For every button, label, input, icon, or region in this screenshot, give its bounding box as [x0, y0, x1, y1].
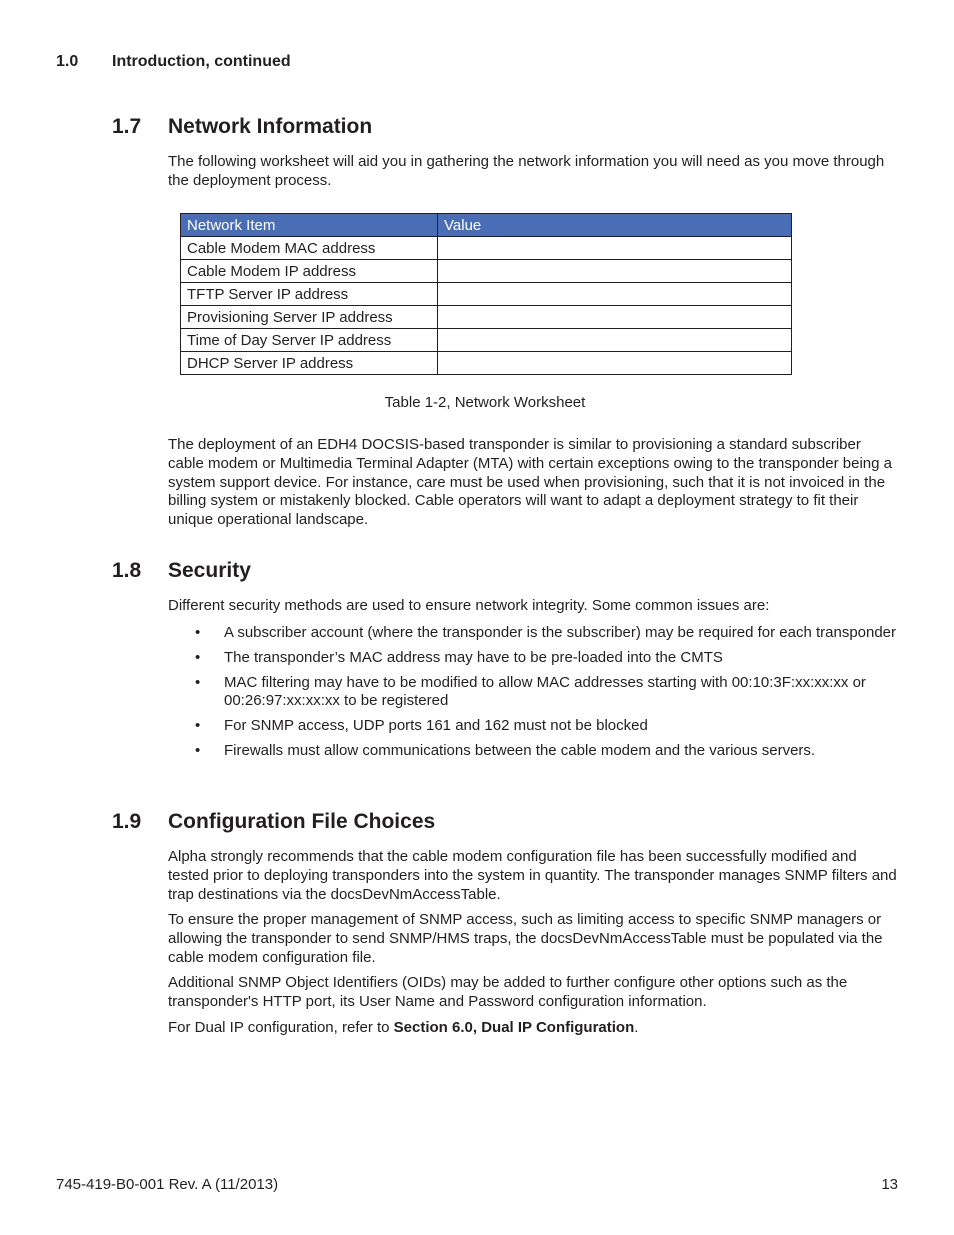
- running-head-title: Introduction, continued: [112, 53, 291, 70]
- section-number: 1.7: [112, 115, 142, 138]
- table-cell-item: DHCP Server IP address: [181, 352, 438, 375]
- dual-ip-section-reference: Section 6.0, Dual IP Configuration: [393, 1019, 635, 1036]
- list-item-text: For SNMP access, UDP ports 161 and 162 must not be blocked: [224, 717, 648, 735]
- bullet-icon: •: [195, 624, 201, 641]
- network-worksheet-table: [180, 213, 792, 375]
- list-item-text: The transponder’s MAC address may have to be pre-loaded into the CMTS: [224, 648, 723, 666]
- footer-page-number: 13: [881, 1176, 898, 1193]
- table-cell-value: [438, 260, 792, 283]
- running-head-number: 1.0: [56, 53, 79, 70]
- table-caption: Table 1-2, Network Worksheet: [384, 394, 586, 411]
- section-number: 1.9: [112, 810, 142, 833]
- column-header-value: Value: [438, 214, 792, 237]
- config-paragraph-2: To ensure the proper management of SNMP access, such as limiting access to specific SNMP managers or allowing the transponder to send SNMP/HMS traps, the docsDevNmAccessTable must be populated via the cable modem configuration file.: [168, 911, 883, 966]
- section-title: Configuration File Choices: [168, 810, 436, 833]
- list-item: [168, 742, 900, 761]
- table-row: [181, 352, 792, 375]
- network-intro-paragraph: The following worksheet will aid you in gathering the network information you will need as you move through the deployment process.: [168, 153, 885, 189]
- dual-ip-prefix: For Dual IP configuration, refer to: [168, 1019, 394, 1036]
- list-item: [168, 717, 900, 736]
- table-cell-item: Cable Modem MAC address: [181, 237, 438, 260]
- table-cell-value: [438, 352, 792, 375]
- dual-ip-suffix: .: [634, 1019, 639, 1036]
- table-cell-item: TFTP Server IP address: [181, 283, 438, 306]
- section-heading-configuration-file-choices: [112, 810, 435, 834]
- list-item: [168, 674, 900, 712]
- table-row: [181, 237, 792, 260]
- table-cell-item: Time of Day Server IP address: [181, 329, 438, 352]
- security-intro-paragraph: Different security methods are used to ensure network integrity. Some common issues are:: [168, 597, 770, 614]
- table-cell-item: Cable Modem IP address: [181, 260, 438, 283]
- running-head: [56, 53, 291, 71]
- section-heading-network-information: [112, 115, 372, 139]
- bullet-icon: •: [195, 741, 201, 759]
- section-heading-security: [112, 559, 251, 583]
- deployment-paragraph: The deployment of an EDH4 DOCSIS-based transponder is similar to provisioning a standard subscriber cable modem or Multimedia Terminal Adapter (MTA) with certain exceptions owing to the transponder being a system support device. For instance, care must be used when provisioning, such that it is not invoiced in the billing system or mistakenly blocked. Cable operators will want to adapt a deployment strategy to fit their unique operational landscape.: [168, 436, 892, 529]
- bullet-icon: •: [195, 717, 201, 735]
- table-row: [181, 306, 792, 329]
- table-cell-item: Provisioning Server IP address: [181, 306, 438, 329]
- table-header-row: [181, 214, 792, 237]
- table-row: [181, 329, 792, 352]
- list-item: [168, 624, 900, 643]
- bullet-icon: •: [195, 648, 201, 666]
- section-title: Security: [168, 559, 251, 582]
- column-header-network-item: Network Item: [181, 214, 438, 237]
- table-row: [181, 283, 792, 306]
- list-item: [168, 649, 900, 668]
- table-cell-value: [438, 237, 792, 260]
- list-item-text: Firewalls must allow communications between the cable modem and the various servers.: [224, 741, 816, 759]
- bullet-icon: •: [195, 673, 201, 691]
- table-row: [181, 260, 792, 283]
- table-cell-value: [438, 306, 792, 329]
- section-number: 1.8: [112, 559, 142, 582]
- config-paragraph-1: Alpha strongly recommends that the cable modem configuration file has been successfully modified and tested prior to deploying transponders into the system in quantity. The transponder manages SNMP filters and trap destinations via the docsDevNmAccessTable.: [168, 848, 897, 903]
- security-bullet-list: [168, 624, 900, 767]
- config-paragraph-3: Additional SNMP Object Identifiers (OIDs) may be added to further configure other options such as the transponder's HTTP port, its User Name and Password configuration information.: [168, 974, 848, 1010]
- list-item-text: MAC filtering may have to be modified to allow MAC addresses starting with 00:10:3F:xx:xx:xx or 00:26:97:xx:xx:xx to be registered: [224, 673, 866, 710]
- table-cell-value: [438, 283, 792, 306]
- table-cell-value: [438, 329, 792, 352]
- list-item-text: A subscriber account (where the transponder is the subscriber) may be required for each transponder: [224, 624, 897, 641]
- dual-ip-paragraph: [168, 1019, 900, 1038]
- section-title: Network Information: [168, 115, 373, 138]
- footer-doc-number: 745-419-B0-001 Rev. A (11/2013): [56, 1176, 279, 1193]
